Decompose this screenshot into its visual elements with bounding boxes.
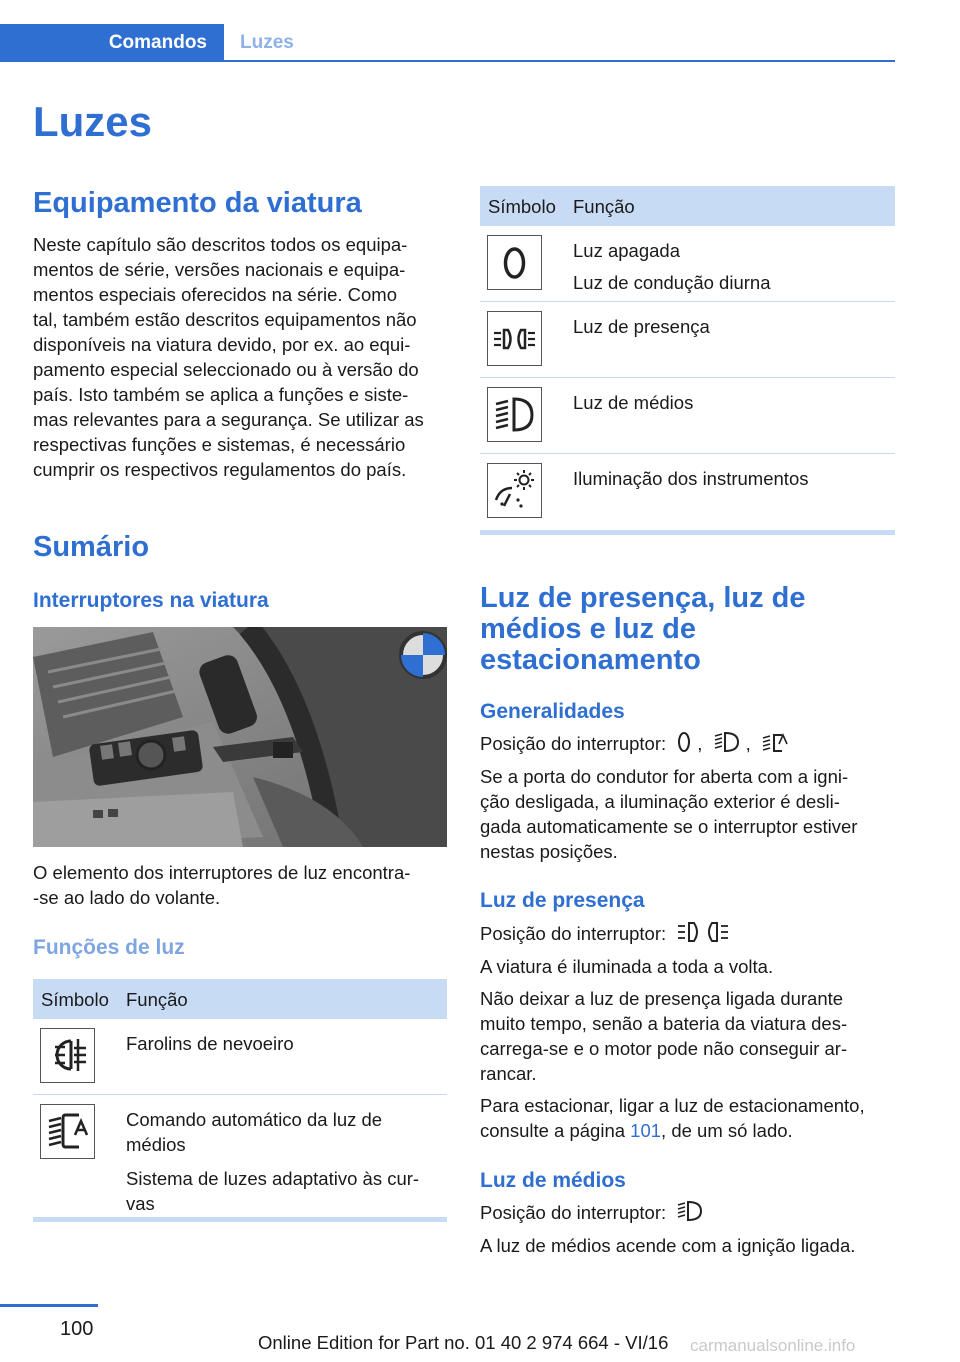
presenca-switch-line: Posição do interruptor: <box>480 921 900 949</box>
dashboard-illustration <box>33 627 447 847</box>
generalidades-paragraph: Se a porta do condutor for aberta com a igni- ção desligada, a iluminação exterior é desli- gada automaticamente se o interruptor estiver nestas posições. <box>480 766 858 862</box>
table-row: Luz de presença <box>480 302 895 378</box>
funcoes-heading: Funções de luz <box>33 936 185 959</box>
medios-paragraph: A luz de médios acende com a ignição ligada. <box>480 1235 856 1256</box>
table-row: Iluminação dos instrumentos <box>480 454 895 530</box>
sumario-heading: Sumário <box>33 531 150 563</box>
photo-caption: O elemento dos interruptores de luz encontra- -se ao lado do volante. <box>33 862 411 908</box>
tab-comandos[interactable]: Comandos <box>0 24 224 62</box>
fog-light-icon <box>40 1028 95 1083</box>
light-functions-table-right <box>480 186 895 535</box>
col-function: Função <box>126 989 188 1010</box>
instrument-lighting-icon <box>487 463 542 518</box>
table-row: Luz de médios <box>480 378 895 454</box>
watermark: carmanualsonline.info <box>690 1336 856 1355</box>
table-header <box>480 186 895 226</box>
table-row: Luz apagada Luz de condução diurna <box>480 226 895 302</box>
medios-switch-line: Posição do interruptor: <box>480 1200 900 1228</box>
medios-heading: Luz de médios <box>480 1169 626 1192</box>
generalidades-switch-line: Posição do interruptor: , , <box>480 731 900 759</box>
col-symbol: Símbolo <box>488 196 556 217</box>
table-footer-bar <box>33 1217 447 1222</box>
parking-light-icon <box>677 921 729 949</box>
table-row: Farolins de nevoeiro <box>33 1019 447 1095</box>
presenca-paragraph: A viatura é iluminada a toda a volta. Não deixar a luz de presença ligada durante muito tempo, senão a bateria da viatura des- carrega-se e o motor pode não conseguir ar- rancar. Para estacionar, ligar a luz de estacionamento, consulte a página 101, de um só lado. <box>480 956 865 1141</box>
auto-headlight-icon <box>762 731 788 759</box>
page-number: 100 <box>60 1318 94 1340</box>
section-heading-presenca-medios: Luz de presença, luz de médios e luz de estacionamento <box>480 582 806 676</box>
header-divider <box>0 60 895 62</box>
low-beam-icon <box>677 1200 703 1228</box>
lights-off-icon <box>487 235 542 290</box>
low-beam-icon <box>714 731 740 759</box>
equipamento-heading: Equipamento da viatura <box>33 187 362 219</box>
table-header <box>33 979 447 1019</box>
edition-line: Online Edition for Part no. 01 40 2 974 664 - VI/16 <box>258 1332 669 1353</box>
low-beam-icon <box>487 387 542 442</box>
tab-luzes[interactable]: Luzes <box>240 32 294 53</box>
table-footer-bar <box>480 530 895 535</box>
auto-headlight-icon <box>40 1104 95 1159</box>
parking-light-icon <box>487 311 542 366</box>
light-switch-photo <box>33 627 447 847</box>
generalidades-heading: Generalidades <box>480 700 625 723</box>
table-row: Comando automático da luz de médios Sistema de luzes adaptativo às cur- vas <box>33 1095 447 1217</box>
equipamento-paragraph: Neste capítulo são descritos todos os equipa- mentos de série, versões nacionais e equipa- mentos especiais oferecidos na série. Como tal, também estão descritos equipamentos não disponíveis na viatura devido, por ex. ao equi- pamento especial seleccionado ou à versão do país. Isto também se aplica a funções e siste- mas relevantes para a segurança. Se utilizar as respectivas funções e sistemas, é necessário cumprir os respectivos regulamentos do país. <box>33 234 424 480</box>
light-functions-table-left <box>33 979 447 1222</box>
footer-divider <box>0 1304 98 1307</box>
presenca-heading: Luz de presença <box>480 889 645 912</box>
lights-off-icon <box>677 731 691 759</box>
page-reference-link[interactable]: 101 <box>630 1120 662 1141</box>
col-symbol: Símbolo <box>41 989 109 1010</box>
interruptores-heading: Interruptores na viatura <box>33 589 269 612</box>
col-function: Função <box>573 196 635 217</box>
page-title: Luzes <box>33 98 153 145</box>
